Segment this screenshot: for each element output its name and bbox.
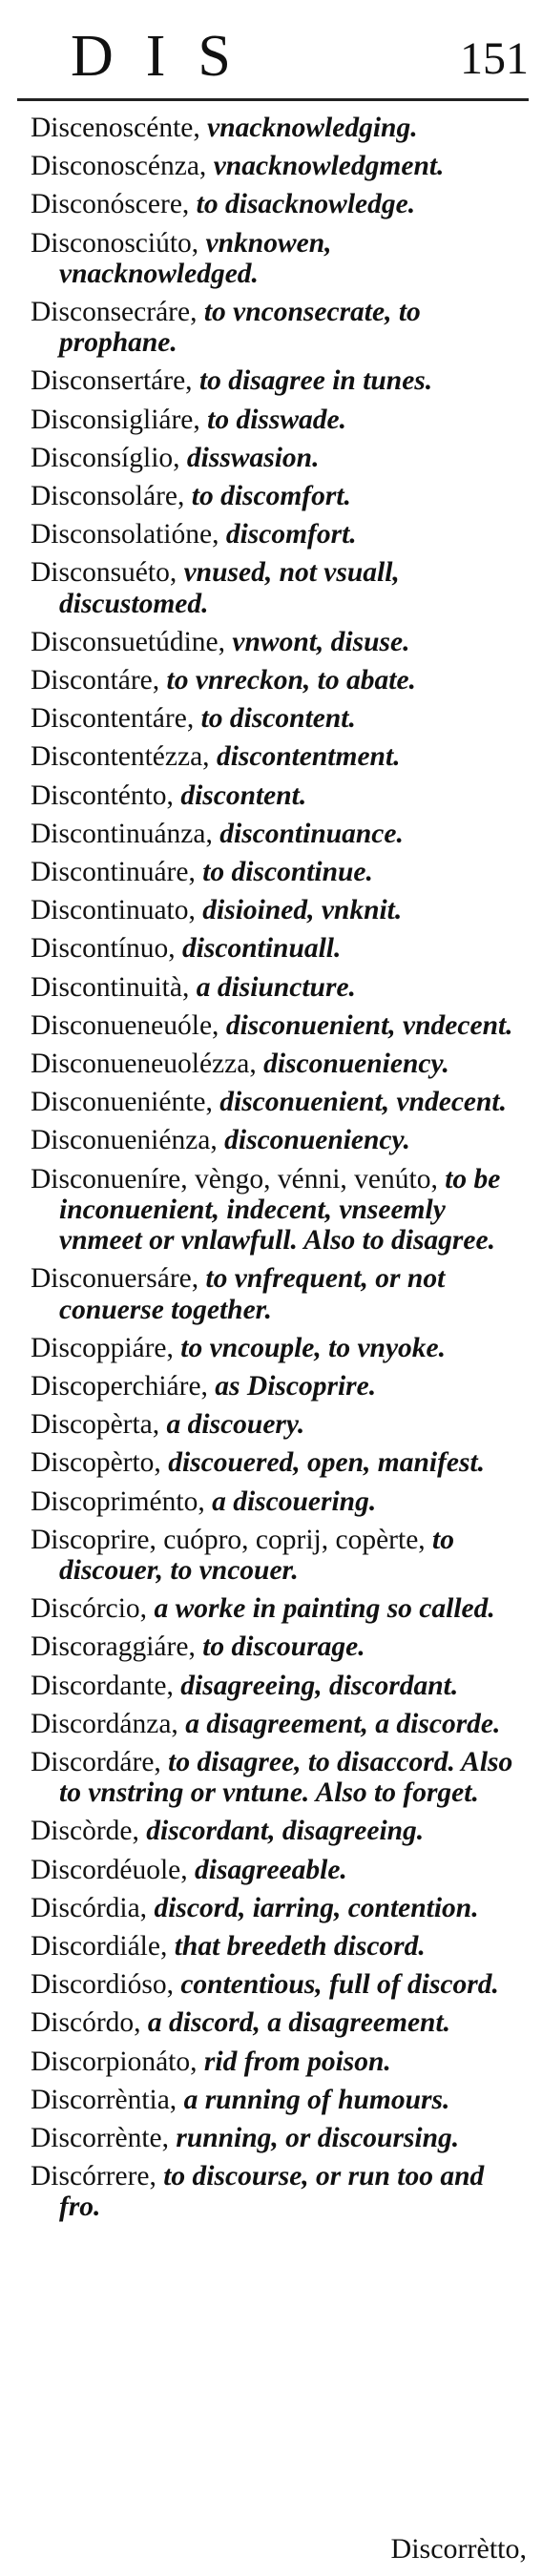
gloss: to disagree, to disaccord. Also to vnstring or vntune. Also to forget. [59,1746,513,1809]
headword: Discontinuáre, [31,857,196,888]
headword: Discòrde, [31,1816,139,1847]
gloss: disconuenient, vndecent. [225,1009,513,1041]
gloss: to discouer, to vncouer. [59,1524,454,1586]
headword: Disconsecráre, [31,297,198,328]
headword: Discorrènte, [31,2122,169,2153]
catchword: Discorrètto, [390,2533,527,2565]
dictionary-entry [31,703,532,735]
dictionary-entry [31,1816,532,1847]
gloss: disioined, vnknit. [202,895,403,926]
gloss: to vncouple, to vnyoke. [180,1332,447,1363]
headword: Discopriménto, [31,1485,205,1517]
gloss: a discord, a disagreement. [147,2007,451,2039]
gloss: a disagreement, a discorde. [185,1708,501,1739]
dictionary-entry [31,741,532,773]
gloss: disagreeing, discordant. [180,1670,459,1701]
headword: Disconoscénza, [31,151,207,182]
headword: Discopèrto, [31,1447,161,1479]
dictionary-entry [31,151,532,182]
headword: Discórcio, [31,1593,148,1625]
gloss: discontinuance. [219,818,404,849]
dictionary-entry [31,971,532,1003]
dictionary-entry [31,818,532,849]
gloss: discordant, disagreeing. [146,1816,425,1847]
gloss: to discourage. [202,1631,365,1663]
dictionary-entry [31,626,532,657]
headword: Disconueniénte, [31,1087,213,1118]
gloss: to discontent. [200,703,356,735]
gloss: vnacknowledgment. [213,151,445,182]
headword: Discoperchiáre, [31,1370,208,1402]
gloss: running, or discoursing. [176,2122,460,2153]
dictionary-entry [31,1485,532,1517]
headword: Discorpionáto, [31,2046,198,2077]
gloss: to disagree in tunes. [198,365,433,397]
dictionary-entry [31,2084,532,2115]
dictionary-entry [31,1708,532,1739]
headword: Discontentézza, [31,741,210,773]
dictionary-entry [31,1631,532,1663]
dictionary-entry [31,1409,532,1441]
gloss: disconueniency. [263,1049,449,1080]
headword: Discontentáre, [31,703,195,735]
gloss: to vnconsecrate, to prophane. [59,297,421,359]
gloss: that breedeth discord. [174,1930,426,1962]
headword: Disconosciúto, [31,227,199,259]
headword: Discórdo, [31,2007,141,2039]
headword: Disconsuéto, [31,557,177,589]
gloss: vnknowen, vnacknowledged. [59,227,332,289]
dictionary-entry [31,1009,532,1041]
headword: Disconsigliáre, [31,404,200,435]
headword: Disconóscere, [31,189,190,220]
gloss: to be inconuenient, indecent, vnseemly vnmeet or vnlawfull. Also to disagree. [59,1163,501,1257]
dictionary-entry [31,404,532,435]
headword: Disconsolatióne, [31,519,219,551]
dictionary-entry [31,1892,532,1923]
gloss: contentious, full of discord. [180,1969,499,2001]
headword: Discontinuità, [31,971,190,1003]
dictionary-entry [31,1263,532,1325]
headword: Discenoscénte, [31,113,200,143]
gloss: to discourse, or run too and fro. [59,2161,485,2223]
headword: Disconueníre, vèngo, vénni, venúto, [31,1163,438,1195]
dictionary-entry [31,1593,532,1625]
header-rule [17,98,529,101]
headword: Discordante, [31,1670,174,1701]
gloss: discontentment. [216,741,401,773]
headword: Disconuersáre, [31,1263,199,1295]
gloss: discord, iarring, contention. [154,1892,479,1923]
dictionary-entry [31,442,532,473]
gloss: discomfort. [225,519,357,551]
dictionary-entry [31,1670,532,1701]
dictionary-entry [31,857,532,888]
gloss: a discouering. [212,1485,377,1517]
headword: Disconténto, [31,779,174,811]
headword: Discoppiáre, [31,1332,174,1363]
headword: Disconsoláre, [31,481,185,512]
headword: Discordánza, [31,1708,178,1739]
dictionary-entry [31,2007,532,2039]
entry-list [17,113,532,2231]
gloss: a disiuncture. [196,971,356,1003]
dictionary-entry [31,365,532,397]
gloss: to vnreckon, to abate. [166,665,416,696]
dictionary-entry [31,2046,532,2077]
headword: Discontinuato, [31,895,196,926]
headword: Discoraggiáre, [31,1631,196,1663]
headword: Disconsíglio, [31,442,180,473]
dictionary-entry [31,557,532,619]
dictionary-entry [31,933,532,965]
dictionary-entry [31,1930,532,1962]
dictionary-entry [31,1746,532,1809]
headword: Discoprire, cuópro, coprij, copèrte, [31,1524,426,1555]
gloss: discontent. [180,779,307,811]
dictionary-entry [31,2161,532,2223]
gloss: disswasion. [186,442,320,473]
dictionary-entry [31,189,532,220]
dictionary-entry [31,1087,532,1118]
dictionary-entry [31,227,532,289]
dictionary-entry [31,1854,532,1885]
gloss: vnused, not vsuall, discustomed. [59,557,400,619]
dictionary-entry [31,481,532,512]
headword: Disconueneuolézza, [31,1049,257,1080]
gloss: rid from poison. [203,2046,391,2077]
dictionary-entry [31,1125,532,1156]
dictionary-entry [31,519,532,551]
gloss: to disswade. [207,404,347,435]
gloss: discontinuall. [181,933,342,965]
headword: Discordáre, [31,1746,161,1777]
gloss: to discomfort. [191,481,351,512]
headword: Disconueneuóle, [31,1009,219,1041]
dictionary-entry [31,1049,532,1080]
headword: Disconueniénza, [31,1125,218,1156]
page-number: 151 [460,33,529,84]
dictionary-entry [31,895,532,926]
headword: Disconsuetúdine, [31,626,226,657]
headword: Discorrèntia, [31,2084,177,2115]
dictionary-entry [31,297,532,359]
dictionary-entry [31,1163,532,1257]
headword: Discórdia, [31,1892,148,1923]
page-header [13,23,529,90]
dictionary-entry [31,779,532,811]
gloss: to disacknowledge. [196,189,416,220]
dictionary-entry [31,113,532,143]
gloss: disconueniency. [224,1125,410,1156]
gloss: discouered, open, manifest. [168,1447,486,1479]
gloss: a worke in painting so called. [154,1593,495,1625]
gloss: a running of humours. [183,2084,450,2115]
headword: Discopèrta, [31,1409,160,1441]
headword: Discontáre, [31,665,160,696]
headword: Discordióso, [31,1969,174,2001]
dictionary-entry [31,1332,532,1363]
dictionary-entry [31,1447,532,1479]
gloss: disconuenient, vndecent. [219,1087,507,1118]
dictionary-entry [31,2122,532,2153]
gloss: to vnfrequent, or not conuerse together. [59,1263,446,1325]
headword: Discordéuole, [31,1854,188,1885]
dictionary-entry [31,665,532,696]
headword: Discordiále, [31,1930,168,1962]
headword: Disconsertáre, [31,365,193,397]
gloss: a discouery. [166,1409,305,1441]
dictionary-entry [31,1524,532,1586]
gloss: vnwont, disuse. [232,626,410,657]
headword: Discontinuánza, [31,818,213,849]
dictionary-entry [31,1969,532,2001]
gloss: to discontinue. [202,857,373,888]
gloss: disagreeable. [195,1854,347,1885]
gloss: as Discoprire. [215,1370,377,1402]
headword: Discórrere, [31,2161,156,2192]
headword: Discontínuo, [31,933,176,965]
running-head: DIS [71,24,263,89]
gloss: vnacknowledging. [207,113,418,143]
dictionary-entry [31,1370,532,1402]
